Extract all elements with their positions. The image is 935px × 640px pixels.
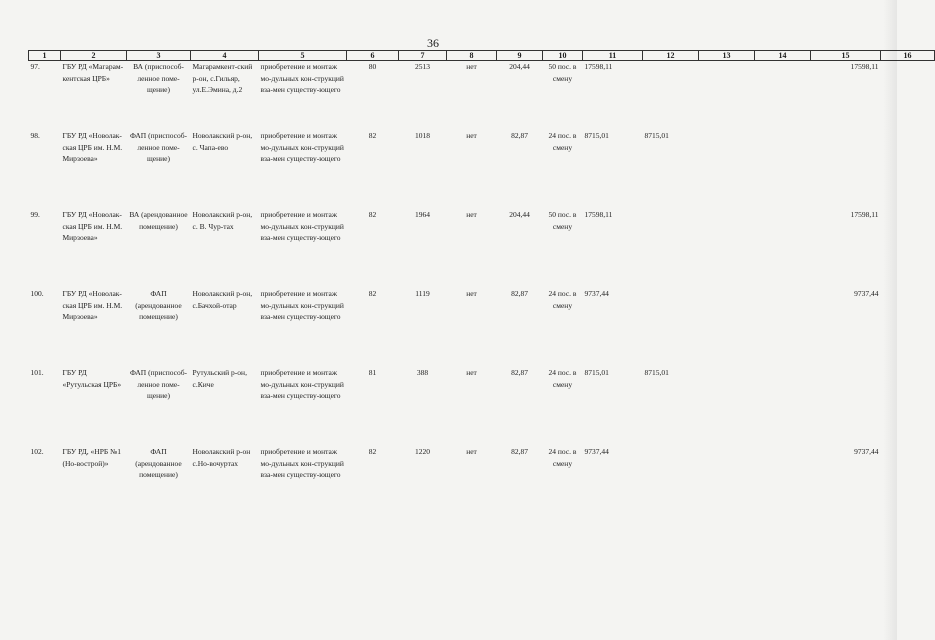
header-row: [29, 51, 935, 61]
header-cell: 2: [61, 51, 127, 61]
data-table: [28, 50, 935, 525]
row-number: 99.: [30, 210, 40, 219]
cell-14: [755, 446, 811, 525]
organization: ГБУ РД «Магарам-кентская ЦРБ»: [62, 62, 124, 83]
header-cell: 1: [29, 51, 61, 61]
table-row: [29, 288, 935, 367]
address: Новолакский р-он, с. Чапа-ево: [192, 131, 253, 152]
action: приобретение и монтаж мо-дульных кон-струкций вза-мен существу-ющего: [260, 62, 344, 94]
cell-9: 204,44: [509, 210, 530, 219]
organization: ГБУ РД, «НРБ №1 (Но-вострой)»: [62, 447, 121, 468]
cell-12: [643, 446, 699, 525]
header-cell: 15: [811, 51, 881, 61]
capacity: 24 пос. в смену: [548, 289, 577, 310]
cell-12: 8715,01: [644, 131, 669, 140]
header-cell: 5: [259, 51, 347, 61]
cell-8: нет: [466, 131, 477, 140]
cell-12: 8715,01: [644, 368, 669, 377]
cell-13: [699, 446, 755, 525]
facility-type: ВА (арендованное помещение): [129, 210, 188, 231]
cell-11: 9737,44: [584, 447, 609, 456]
cell-14: [755, 209, 811, 288]
cell-6: 81: [368, 368, 377, 377]
cell-15: 17598,11: [850, 62, 879, 71]
cell-11: 9737,44: [584, 289, 609, 298]
cell-11: 8715,01: [584, 368, 609, 377]
address: Магарамкент-ский р-он, с.Гильяр, ул.Е.Эмина, д.2: [192, 62, 253, 94]
cell-7: 2513: [415, 62, 430, 71]
cell-9: 82,87: [511, 131, 528, 140]
cell-13: [699, 209, 755, 288]
table-row: [29, 367, 935, 446]
header-cell: 10: [543, 51, 583, 61]
cell-7: 388: [416, 368, 429, 377]
header-cell: 12: [643, 51, 699, 61]
capacity: 24 пос. в смену: [548, 368, 577, 389]
cell-7: 1220: [415, 447, 430, 456]
action: приобретение и монтаж мо-дульных кон-струкций вза-мен существу-ющего: [260, 210, 344, 242]
row-number: 101.: [30, 368, 44, 377]
cell-6: 82: [368, 210, 377, 219]
cell-9: 204,44: [509, 62, 530, 71]
capacity: 24 пос. в смену: [548, 131, 577, 152]
cell-12: [643, 61, 699, 131]
cell-13: [699, 130, 755, 209]
cell-8: нет: [466, 447, 477, 456]
action: приобретение и монтаж мо-дульных кон-струкций вза-мен существу-ющего: [260, 447, 344, 479]
capacity: 50 пос. в смену: [548, 210, 577, 231]
row-number: 98.: [30, 131, 40, 140]
table-row: [29, 130, 935, 209]
header-cell: 6: [347, 51, 399, 61]
capacity: 24 пос. в смену: [548, 447, 577, 468]
cell-14: [755, 130, 811, 209]
cell-6: 82: [368, 131, 377, 140]
organization: ГБУ РД «Новолак-ская ЦРБ им. Н.М. Мирзоева»: [62, 210, 123, 242]
cell-15: [811, 130, 881, 209]
facility-type: ФАП (арендованное помещение): [135, 447, 182, 479]
header-cell: 16: [881, 51, 935, 61]
cell-15: 17598,11: [850, 210, 879, 219]
action: приобретение и монтаж мо-дульных кон-струкций вза-мен существу-ющего: [260, 289, 344, 321]
header-cell: 4: [191, 51, 259, 61]
cell-11: 17598,11: [584, 210, 613, 219]
cell-11: 17598,11: [584, 62, 613, 71]
header-cell: 14: [755, 51, 811, 61]
cell-7: 1964: [415, 210, 430, 219]
cell-13: [699, 288, 755, 367]
cell-6: 82: [368, 289, 377, 298]
action: приобретение и монтаж мо-дульных кон-струкций вза-мен существу-ющего: [260, 368, 344, 400]
cell-14: [755, 61, 811, 131]
address: Новолакский р-он с.Но-вочуртах: [192, 447, 251, 468]
facility-type: ФАП (приспособ-ленное поме-щение): [129, 368, 188, 400]
cell-12: [643, 209, 699, 288]
cell-9: 82,87: [511, 447, 528, 456]
organization: ГБУ РД «Новолак-ская ЦРБ им. Н.М. Мирзоева»: [62, 289, 123, 321]
cell-9: 82,87: [511, 368, 528, 377]
cell-15: 9737,44: [854, 289, 879, 298]
cell-7: 1119: [415, 289, 430, 298]
cell-12: [643, 288, 699, 367]
cell-7: 1018: [415, 131, 430, 140]
row-number: 102.: [30, 447, 44, 456]
cell-15: 9737,44: [854, 447, 879, 456]
row-number: 100.: [30, 289, 44, 298]
header-cell: 11: [583, 51, 643, 61]
cell-11: 8715,01: [584, 131, 609, 140]
cell-8: нет: [466, 62, 477, 71]
cell-14: [755, 367, 811, 446]
capacity: 50 пос. в смену: [548, 62, 577, 83]
table-row: [29, 446, 935, 525]
address: Рутульский р-он, с.Киче: [192, 368, 247, 389]
cell-14: [755, 288, 811, 367]
table-row: [29, 61, 935, 131]
scan-edge-shadow: [883, 0, 897, 640]
table-row: [29, 209, 935, 288]
facility-type: ФАП (приспособ-ленное поме-щение): [129, 131, 188, 163]
cell-8: нет: [466, 210, 477, 219]
cell-8: нет: [466, 368, 477, 377]
cell-8: нет: [466, 289, 477, 298]
header-cell: 7: [399, 51, 447, 61]
cell-13: [699, 61, 755, 131]
header-cell: 3: [127, 51, 191, 61]
cell-9: 82,87: [511, 289, 528, 298]
action: приобретение и монтаж мо-дульных кон-струкций вза-мен существу-ющего: [260, 131, 344, 163]
address: Новолакский р-он, с. В. Чур-тах: [192, 210, 253, 231]
cell-6: 82: [368, 447, 377, 456]
header-cell: 8: [447, 51, 497, 61]
row-number: 97.: [30, 62, 40, 71]
header-cell: 9: [497, 51, 543, 61]
organization: ГБУ РД «Новолак-ская ЦРБ им. Н.М. Мирзоева»: [62, 131, 123, 163]
cell-13: [699, 367, 755, 446]
address: Новолакский р-он, с.Бачхой-отар: [192, 289, 253, 310]
cell-15: [811, 367, 881, 446]
organization: ГБУ РД «Рутульская ЦРБ»: [62, 368, 122, 389]
facility-type: ВА (приспособ-ленное поме-щение): [133, 62, 184, 94]
cell-6: 80: [368, 62, 377, 71]
facility-type: ФАП (арендованное помещение): [135, 289, 182, 321]
header-cell: 13: [699, 51, 755, 61]
page-number: 36: [427, 36, 439, 50]
